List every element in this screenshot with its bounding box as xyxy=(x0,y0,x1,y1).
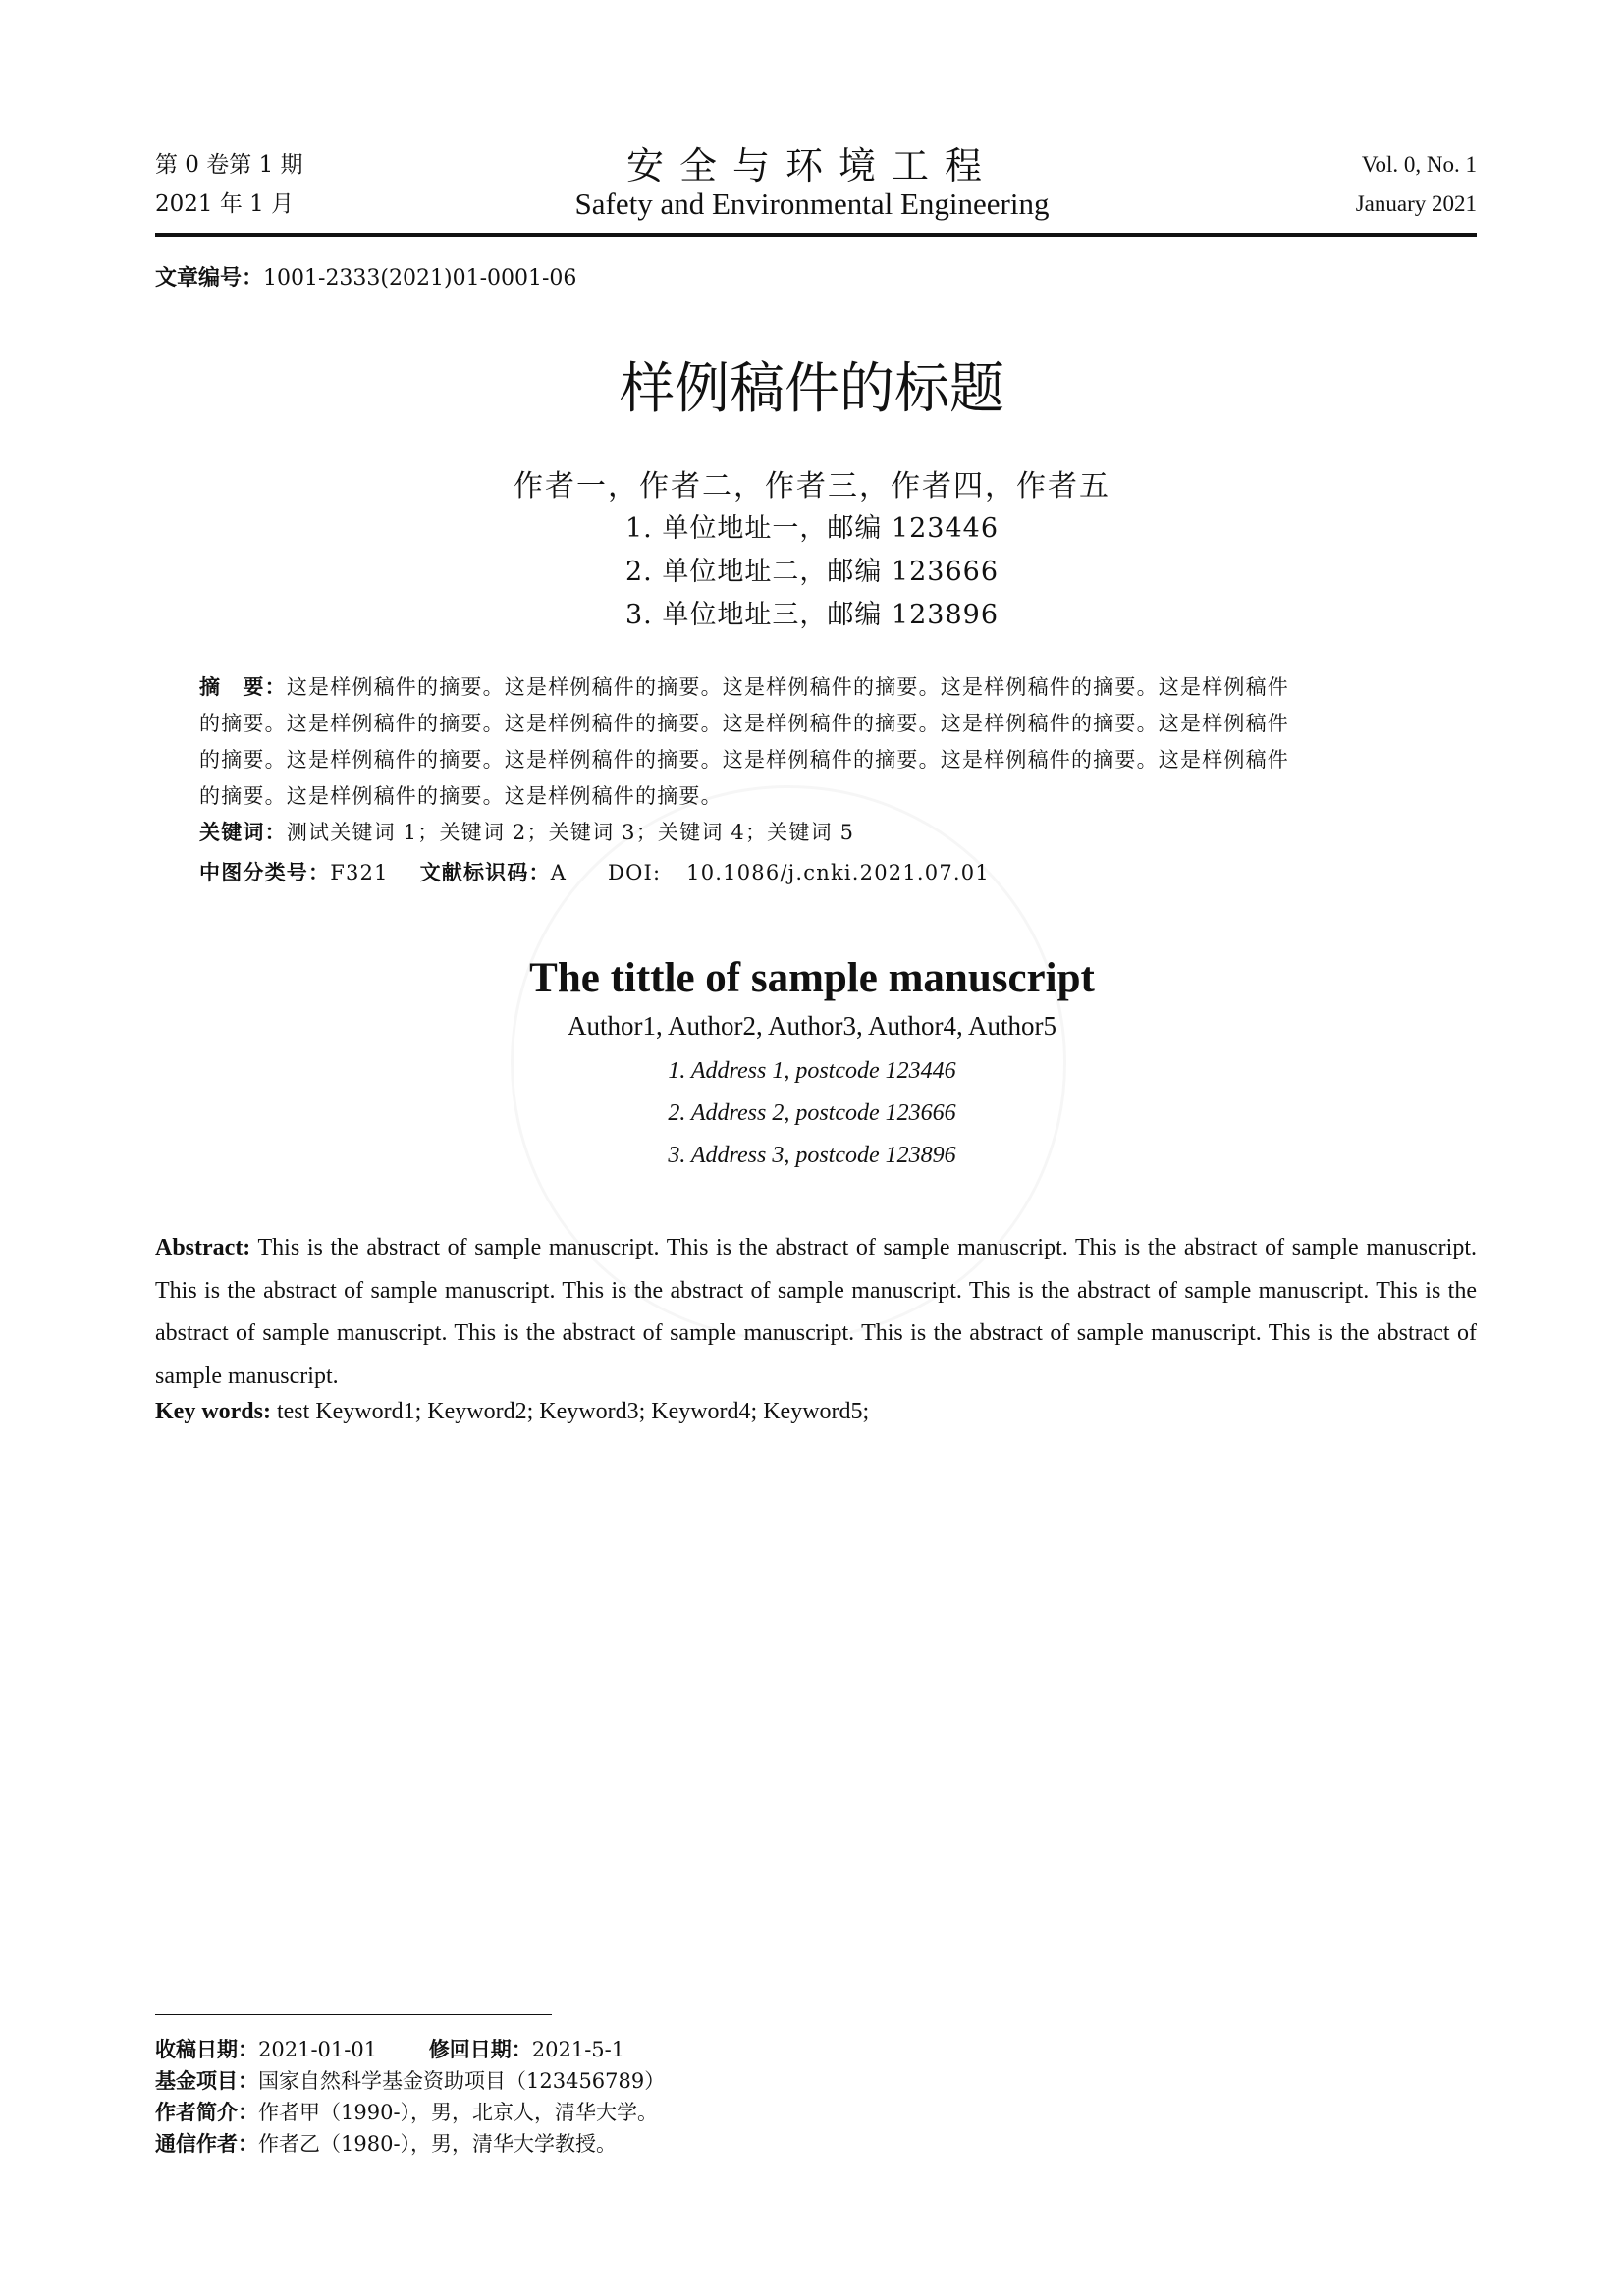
author-bio xyxy=(155,2097,665,2128)
keywords-en-value: test Keyword1; Keyword2; Keyword3; Keyword4; Keyword5; xyxy=(276,1399,870,1424)
address-cn-2: 2. 单位地址二，邮编 123666 xyxy=(625,557,999,587)
revised-label: 修回日期： xyxy=(428,2038,532,2061)
received-date xyxy=(155,2034,665,2065)
paper-title-cn: 样例稿件的标题 xyxy=(620,357,1004,421)
received-value: 2021-01-01 xyxy=(258,2038,378,2061)
abstract-cn-line-4: 的摘要。这是样例稿件的摘要。这是样例稿件的摘要。 xyxy=(199,784,723,808)
volume-cn: 第 0 卷第 1 期 xyxy=(155,152,303,178)
fund-project xyxy=(155,2065,665,2097)
address-cn-3: 3. 单位地址三，邮编 123896 xyxy=(625,600,999,630)
address-cn-1: 1. 单位地址一，邮编 123446 xyxy=(625,513,999,544)
keywords-cn-value: 测试关键词 1；关键词 2；关键词 3；关键词 4；关键词 5 xyxy=(286,821,855,844)
doi-label: DOI: xyxy=(608,861,662,884)
clc-value: F321 xyxy=(330,861,389,884)
date-en: January 2021 xyxy=(1355,191,1477,216)
bio-label: 作者简介： xyxy=(155,2101,258,2124)
keywords-cn xyxy=(199,815,1436,851)
doi-value: 10.1086/j.cnki.2021.07.01 xyxy=(686,861,990,884)
article-number-label: 文章编号： xyxy=(155,266,264,291)
bio-value: 作者甲（1990-），男，北京人，清华大学。 xyxy=(258,2101,659,2124)
keywords-en xyxy=(155,1399,869,1425)
address-en-3: 3. Address 3, postcode 123896 xyxy=(668,1143,956,1168)
date-cn: 2021 年 1 月 xyxy=(155,191,295,217)
journal-title-en: Safety and Environmental Engineering xyxy=(574,187,1050,221)
corr-value: 作者乙（1980-），男，清华大学教授。 xyxy=(258,2132,618,2156)
address-en-1: 1. Address 1, postcode 123446 xyxy=(668,1058,956,1084)
header-rule xyxy=(155,233,1477,237)
authors-cn: 作者一，作者二，作者三，作者四，作者五 xyxy=(514,469,1110,504)
fund-label: 基金项目： xyxy=(155,2069,258,2093)
address-en-2: 2. Address 2, postcode 123666 xyxy=(668,1100,956,1126)
doc-code-value: A xyxy=(550,861,568,884)
article-number-value: 1001-2333(2021)01-0001-06 xyxy=(263,266,577,291)
abstract-cn-line-1: 摘 要：这是样例稿件的摘要。这是样例稿件的摘要。这是样例稿件的摘要。这是样例稿件的摘要。这是样例稿件 xyxy=(199,675,1290,699)
article-number xyxy=(155,261,576,292)
revised-value: 2021-5-1 xyxy=(531,2038,625,2061)
header-right xyxy=(1356,145,1477,224)
abstract-cn xyxy=(199,669,1436,891)
keywords-en-label: Key words: xyxy=(155,1399,271,1424)
corr-label: 通信作者： xyxy=(155,2132,258,2156)
abstract-cn-label: 摘 要： xyxy=(199,675,287,699)
paper-title-en: The tittle of sample manuscript xyxy=(529,955,1095,1001)
abstract-cn-line-2: 的摘要。这是样例稿件的摘要。这是样例稿件的摘要。这是样例稿件的摘要。这是样例稿件的摘要。这是样例稿件 xyxy=(199,712,1289,735)
volume-en: Vol. 0, No. 1 xyxy=(1361,152,1477,177)
authors-en: Author1, Author2, Author3, Author4, Author5 xyxy=(568,1011,1056,1041)
fund-value: 国家自然科学基金资助项目（123456789） xyxy=(258,2069,666,2093)
keywords-cn-label: 关键词： xyxy=(199,821,287,844)
footnotes xyxy=(155,2034,665,2160)
abstract-en-text: This is the abstract of sample manuscript. This is the abstract of sample manuscript. This is the abstract of sample manuscript. This is the abstract of sample manuscript. This is the abstract of sample manuscript. This is the abstract of sample manuscript. This is the abstract of sample manuscript. This is the abstract of sample manuscript. This is the abstract of sample manuscript. This is the abstract of sample manuscript. xyxy=(155,1235,1477,1389)
clc-label: 中图分类号： xyxy=(199,861,331,884)
classification xyxy=(199,855,1436,891)
abstract-en xyxy=(155,1227,1477,1398)
doc-code-label: 文献标识码： xyxy=(419,861,551,884)
journal-title-cn: 安全与环境工程 xyxy=(625,144,998,187)
abstract-en-label: Abstract: xyxy=(155,1235,251,1260)
received-label: 收稿日期： xyxy=(155,2038,258,2061)
corresponding-author xyxy=(155,2128,665,2160)
abstract-cn-line-3: 的摘要。这是样例稿件的摘要。这是样例稿件的摘要。这是样例稿件的摘要。这是样例稿件的摘要。这是样例稿件 xyxy=(199,748,1289,772)
footnote-rule xyxy=(155,2014,552,2015)
